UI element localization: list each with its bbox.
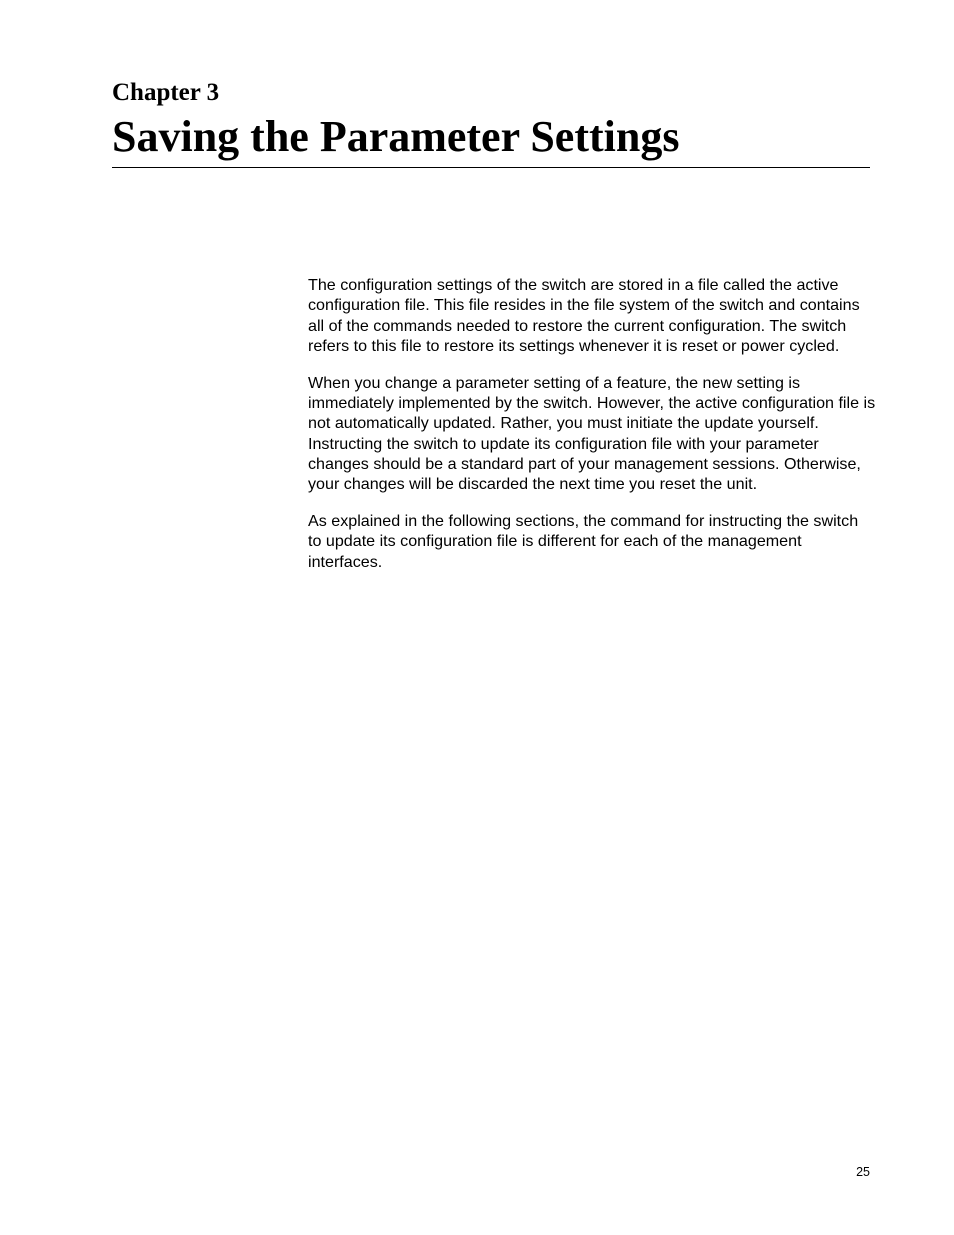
page-number: 25 bbox=[856, 1165, 870, 1179]
paragraph-3: As explained in the following sections, the command for instructing the switch to update its configuration file is different for each of the management interfaces. bbox=[308, 511, 859, 571]
title-divider bbox=[112, 167, 870, 168]
chapter-label: Chapter 3 bbox=[112, 79, 220, 106]
paragraph-2: When you change a parameter setting of a feature, the new setting is immediately implemented by the switch. However, the active configuration file is not automatically updated. Rather, you must initiate the update yourself. Instructing the switch to update its configuration file with your parameter changes should be a standard part of your management sessions. Otherwise, your changes will be discarded the next time you reset the unit. bbox=[308, 373, 876, 494]
body-text bbox=[308, 275, 876, 588]
paragraph-1: The configuration settings of the switch are stored in a file called the active configuration file. This file resides in the file system of the switch and contains all of the commands needed to restore the current configuration. The switch refers to this file to restore its settings whenever it is reset or power cycled. bbox=[308, 276, 860, 355]
chapter-title: Saving the Parameter Settings bbox=[112, 112, 680, 161]
